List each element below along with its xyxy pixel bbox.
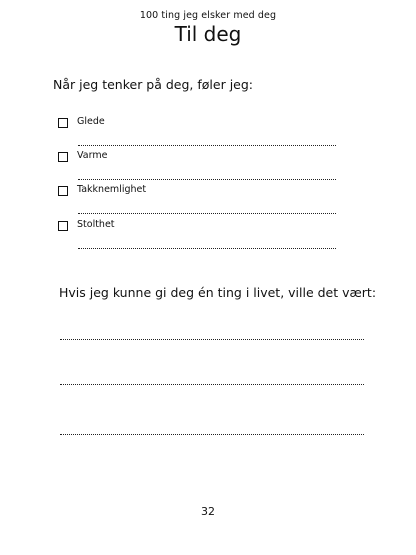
option-label: Takknemlighet	[77, 184, 147, 195]
checkbox[interactable]	[58, 221, 68, 231]
checkbox[interactable]	[58, 152, 68, 162]
write-line[interactable]	[78, 248, 336, 249]
write-line[interactable]	[78, 145, 336, 146]
checkbox[interactable]	[58, 118, 68, 128]
checkbox[interactable]	[58, 186, 68, 196]
write-line[interactable]	[78, 213, 336, 214]
book-title: 100 ting jeg elsker med deg	[139, 10, 277, 21]
page-number: 32	[201, 505, 215, 518]
answer-line-2[interactable]	[60, 384, 364, 385]
gift-prompt: Hvis jeg kunne gi deg én ting i livet, ville det vært:	[59, 285, 377, 300]
page-title: Til deg	[174, 22, 242, 46]
write-line[interactable]	[78, 179, 336, 180]
option-label: Varme	[77, 150, 108, 161]
answer-line-1[interactable]	[60, 339, 364, 340]
option-label: Stolthet	[77, 219, 115, 230]
answer-line-3[interactable]	[60, 434, 364, 435]
feelings-prompt: Når jeg tenker på deg, føler jeg:	[53, 77, 254, 92]
option-label: Glede	[77, 116, 105, 127]
